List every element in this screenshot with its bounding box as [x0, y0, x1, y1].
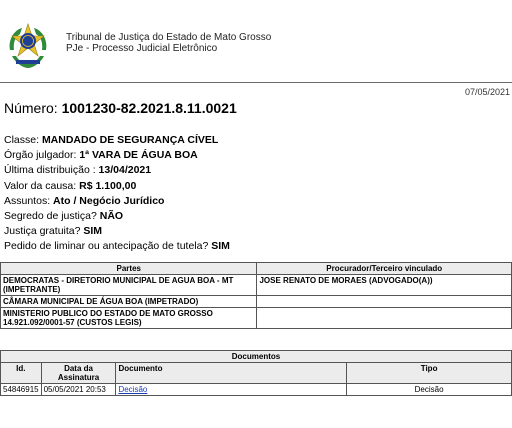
field-value: NÃO [99, 210, 124, 223]
field-label: Valor da causa: [4, 179, 77, 192]
system-name: PJe - Processo Judicial Eletrônico [66, 43, 218, 54]
party-cell: CÂMARA MUNICIPAL DE ÁGUA BOA (IMPETRADO) [1, 296, 257, 308]
court-name: Tribunal de Justiça do Estado de Mato Grosso [66, 32, 272, 43]
field-value: 1ª VARA DE ÁGUA BOA [79, 149, 198, 162]
print-date: 07/05/2021 [464, 87, 510, 97]
id-header: Id. [1, 363, 42, 384]
field-orgao [4, 148, 230, 163]
field-label: Pedido de liminar ou antecipação de tutela? [4, 240, 209, 253]
field-segredo [4, 209, 230, 224]
field-classe [4, 133, 230, 148]
doc-type-cell: Decisão [347, 384, 512, 396]
doc-id-cell: 54846915 [1, 384, 42, 396]
document-header [0, 0, 512, 82]
party-cell: MINISTERIO PUBLICO DO ESTADO DE MATO GROSSO 14.921.092/0001-57 (CUSTOS LEGIS) [1, 308, 257, 329]
document-link[interactable]: Decisão [118, 385, 148, 394]
table-row [1, 384, 512, 396]
field-valor [4, 179, 230, 194]
field-label: Classe: [4, 134, 40, 146]
field-value: SIM [211, 240, 230, 253]
attorney-cell [257, 296, 512, 308]
field-value: Ato / Negócio Jurídico [53, 194, 165, 207]
field-gratuita [4, 224, 230, 239]
attorney-cell [257, 308, 512, 329]
field-value: MANDADO DE SEGURANÇA CÍVEL [41, 134, 219, 146]
process-fields [4, 133, 230, 255]
field-label: Assuntos: [4, 194, 51, 207]
field-label: Justiça gratuita? [4, 225, 81, 238]
table-row [1, 296, 512, 308]
table-row [1, 308, 512, 329]
field-assuntos [4, 194, 230, 209]
document-header-cell: Documento [116, 363, 347, 384]
parties-table [0, 262, 512, 329]
process-number [4, 100, 237, 116]
field-label: Última distribuição : [4, 164, 96, 177]
documents-title: Documentos [1, 351, 512, 363]
doc-link-cell [116, 384, 347, 396]
party-cell: DEMOCRATAS - DIRETORIO MUNICIPAL DE AGUA BOA - MT (IMPETRANTE) [1, 275, 257, 296]
doc-date-cell: 05/05/2021 20:53 [41, 384, 116, 396]
date-header: Data da Assinatura [41, 363, 116, 384]
type-header: Tipo [347, 363, 512, 384]
field-value: SIM [83, 225, 103, 238]
field-liminar [4, 239, 230, 254]
field-label: Segredo de justiça? [4, 210, 97, 223]
field-distribuicao [4, 163, 230, 178]
attorney-header: Procurador/Terceiro vinculado [257, 263, 512, 275]
documents-table [0, 350, 512, 396]
court-identification [66, 32, 271, 54]
field-value: R$ 1.100,00 [79, 179, 137, 192]
process-number-label: Número: [4, 100, 58, 116]
attorney-cell: JOSE RENATO DE MORAES (ADVOGADO(A)) [257, 275, 512, 296]
coat-of-arms-icon [6, 20, 50, 74]
field-label: Órgão julgador: [4, 149, 77, 162]
field-value: 13/04/2021 [98, 164, 152, 177]
process-number-value: 1001230-82.2021.8.11.0021 [61, 100, 237, 116]
table-row [1, 275, 512, 296]
parties-header: Partes [1, 263, 257, 275]
header-divider [0, 82, 512, 83]
